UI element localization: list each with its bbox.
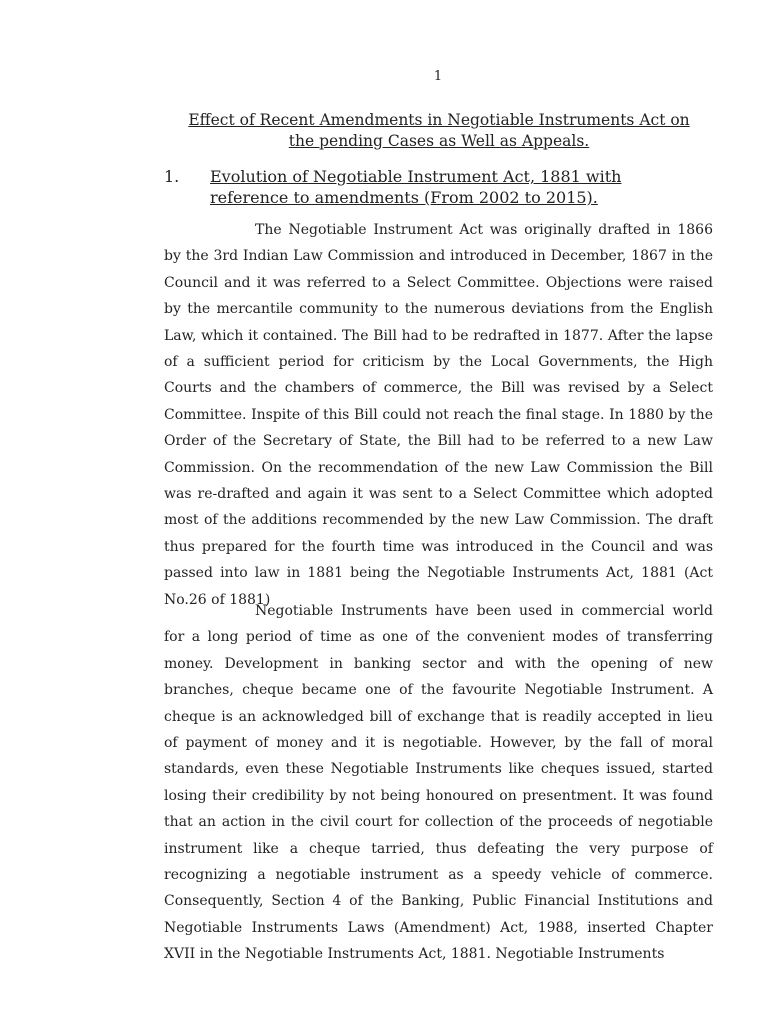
paragraph-history: The Negotiable Instrument Act was originally drafted in 1866 by the 3rd Indian Law Commission and introduced in December, 1867 in the Council and it was referred to a Select Committee. Objections were raised by the mercantile community to the numerous deviations from the English Law, which it contained. The Bill had to be redrafted in 1877. After the lapse of a sufficient period for criticism by the Local Governments, the High Courts and the chambers of commerce, the Bill was revised by a Select Committee. Inspite of this Bill could not reach the final stage. In 1880 by the Order of the Secretary of State, the Bill had to be referred to a new Law Commission. On the recommendation of the new Law Commission the Bill was re-drafted and again it was sent to a Select Committee which adopted most of the additions recommended by the new Law Commission. The draft thus prepared for the fourth time was introduced in the Council and was passed into law in 1881 being the Negotiable Instruments Act, 1881 (Act No.26 of 1881) bbox=[164, 222, 713, 608]
document-title-line-1: Effect of Recent Amendments in Negotiable Instruments Act on bbox=[188, 111, 690, 129]
section-number: 1. bbox=[164, 167, 180, 186]
page-number: 1 bbox=[433, 69, 443, 84]
document-title bbox=[164, 110, 714, 152]
paragraph-negotiable-instruments: Negotiable Instruments have been used in commercial world for a long period of time as one of the convenient modes of transferring money. Development in banking sector and with the opening of new branches, cheque became one of the favourite Negotiable Instrument. A cheque is an acknowledged bill of exchange that is readily accepted in lieu of payment of money and it is negotiable. However, by the fall of moral standards, even these Negotiable Instruments like cheques issued, started losing their credibility by not being honoured on presentment. It was found that an action in the civil court for collection of the proceeds of negotiable instrument like a cheque tarried, thus defeating the very purpose of recognizing a negotiable instrument as a speedy vehicle of commerce. Consequently, Section 4 of the Banking, Public Financial Institutions and Negotiable Instruments Laws (Amendment) Act, 1988, inserted Chapter XVII in the Negotiable Instruments Act, 1881. Negotiable Instruments bbox=[164, 603, 713, 963]
document-title-line-2: the pending Cases as Well as Appeals. bbox=[288, 132, 590, 150]
section-heading-text: Evolution of Negotiable Instrument Act, 1881 with reference to amendments (From 2002 to 2015). bbox=[210, 167, 622, 207]
